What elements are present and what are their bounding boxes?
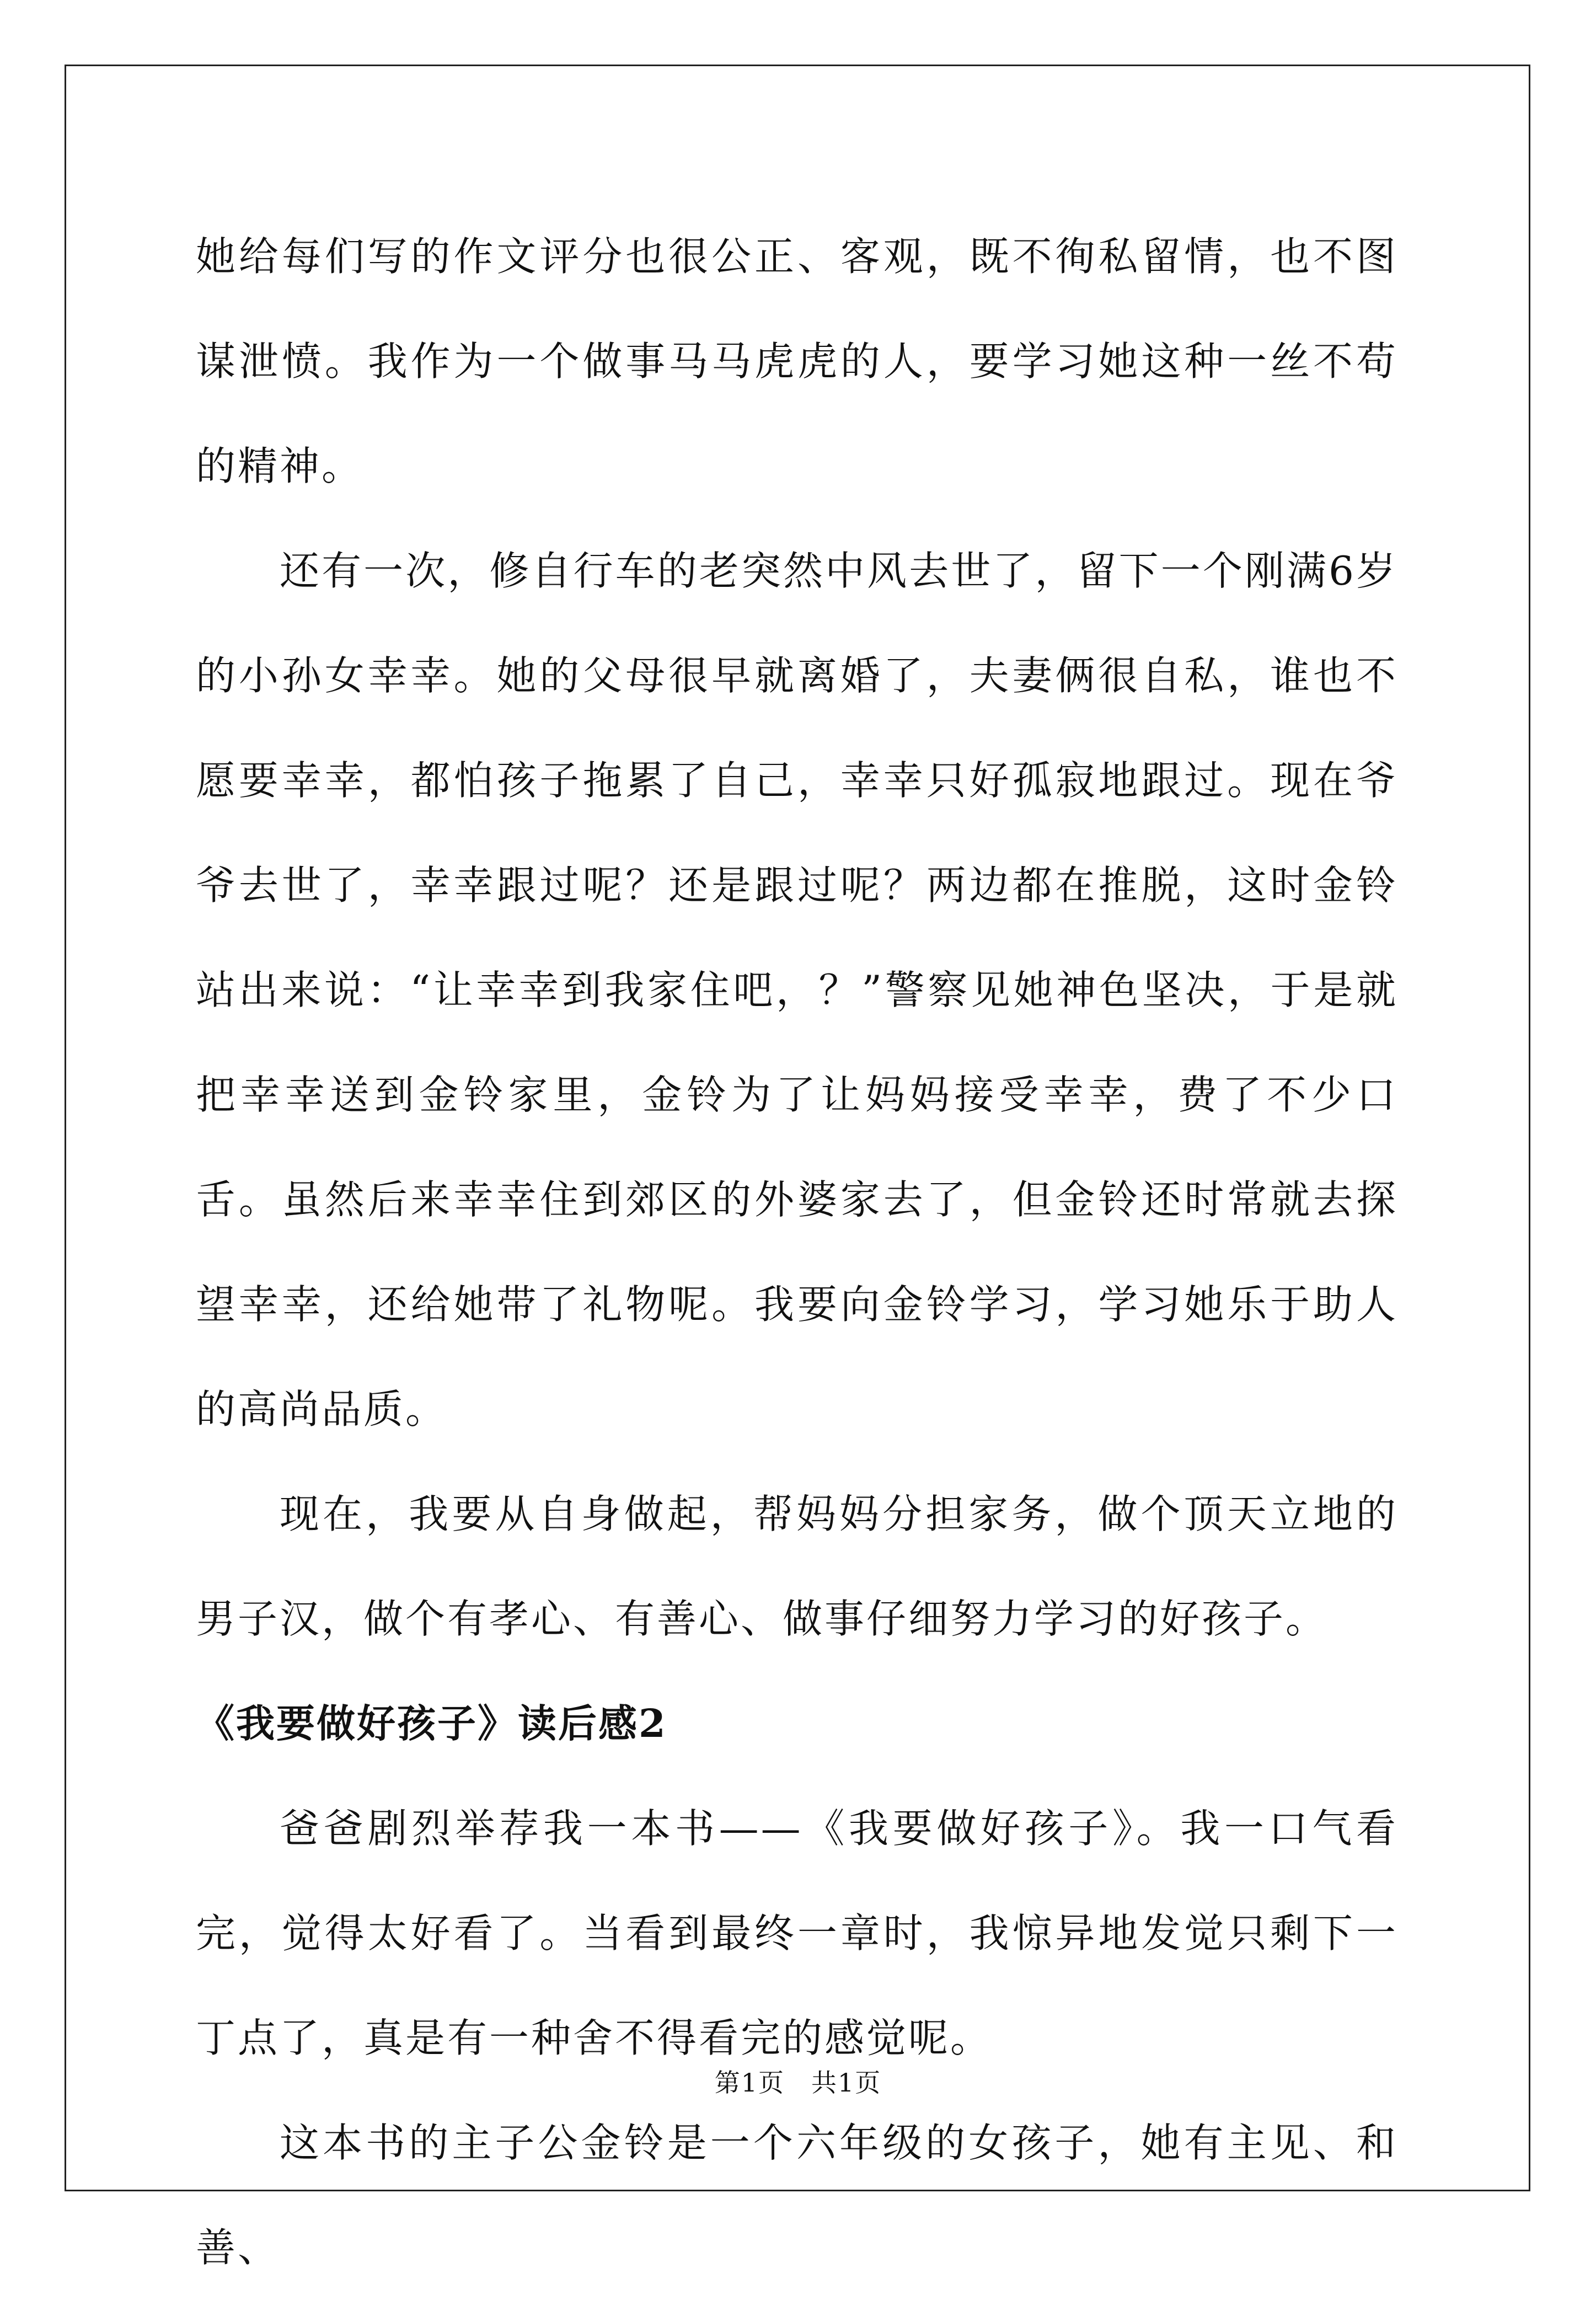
- section-heading: 《我要做好孩子》读后感2: [196, 1700, 667, 1746]
- paragraph: 她给每们写的作文评分也很公正、客观，既不徇私留情，也不图谋泄愤。我作为一个做事马马虎虎的人，要学习她这种一丝不苟的精神。: [196, 233, 1398, 489]
- paragraph: 这本书的主子公金铃是一个六年级的女孩子，她有主见、和善、: [196, 2120, 1398, 2271]
- paragraph: 爸爸剧烈举荐我一本书——《我要做好孩子》。我一口气看完，觉得太好看了。当看到最终一章时，我惊异地发觉只剩下一丁点了，真是有一种舍不得看完的感觉呢。: [196, 1805, 1398, 2061]
- paragraph: 还有一次，修自行车的老突然中风去世了，留下一个刚满6岁的小孙女幸幸。她的父母很早就离婚了，夫妻俩很自私，谁也不愿要幸幸，都怕孩子拖累了自己，幸幸只好孤寂地跟过。现在爷爷去世了，幸幸跟过呢？还是跟过呢？两边都在推脱，这时金铃站出来说：“让幸幸到我家住吧，？”警察见她神色坚决，于是就把幸幸送到金铃家里，金铃为了让妈妈接受幸幸，费了不少口舌。虽然后来幸幸住到郊区的外婆家去了，但金铃还时常就去探望幸幸，还给她带了礼物呢。我要向金铃学习，学习她乐于助人的高尚品质。: [196, 548, 1398, 1432]
- document-body: [196, 204, 1398, 2300]
- page-footer: 第1页 共1页: [714, 2068, 882, 2098]
- paragraph: 现在，我要从自身做起，帮妈妈分担家务，做个顶天立地的男子汉，做个有孝心、有善心、做事仔细努力学习的好孩子。: [196, 1491, 1398, 1642]
